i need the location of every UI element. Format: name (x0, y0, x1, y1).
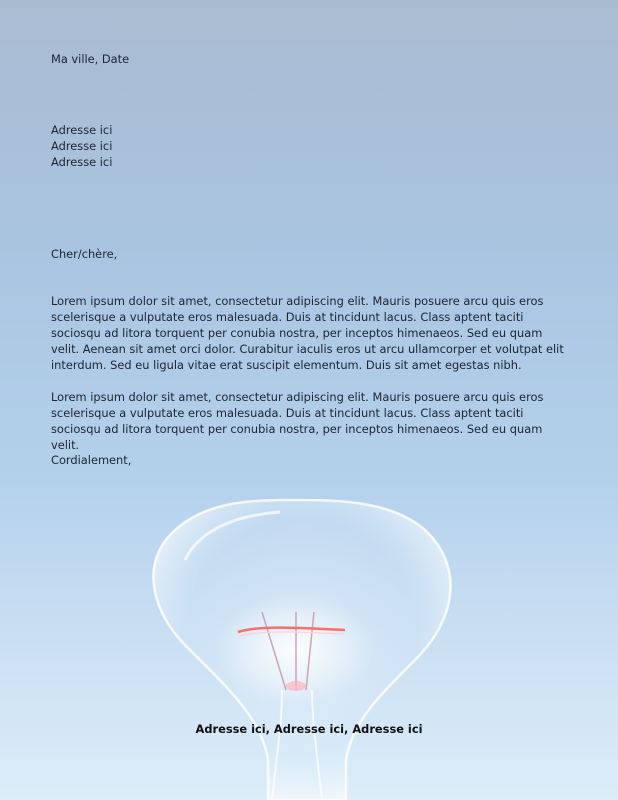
address-line: Adresse ici (51, 123, 113, 137)
greeting: Cher/chère, (51, 247, 118, 261)
address-line: Adresse ici (51, 139, 113, 153)
recipient-address (51, 122, 112, 170)
address-line: Adresse ici (51, 155, 113, 169)
body-paragraph: Lorem ipsum dolor sit amet, consectetur adipiscing elit. Mauris posuere arcu quis eros scelerisque a vulputate eros malesuada. Duis at tincidunt lacus. Class aptent taciti sociosqu ad litora torquent per conubia nostra, per inceptos himenaeos. Sed eu quam velit. (51, 390, 544, 452)
city-date: Ma ville, Date (51, 52, 130, 66)
footer-address: Adresse ici, Adresse ici, Adresse ici (195, 722, 423, 736)
body-paragraph: Lorem ipsum dolor sit amet, consectetur adipiscing elit. Mauris posuere arcu quis eros scelerisque a vulputate eros malesuada. Duis at tincidunt lacus. Class aptent taciti sociosqu ad litora torquent per conubia nostra, per inceptos himenaeos. Sed eu quam velit. Aenean sit amet orci dolor. Curabitur iaculis eros ut arcu ullamcorper et volutpat elit interdum. Sed eu ligula vitae erat suscipit elementum. Duis sit amet egestas nibh. (51, 294, 564, 372)
closing: Cordialement, (51, 453, 132, 467)
